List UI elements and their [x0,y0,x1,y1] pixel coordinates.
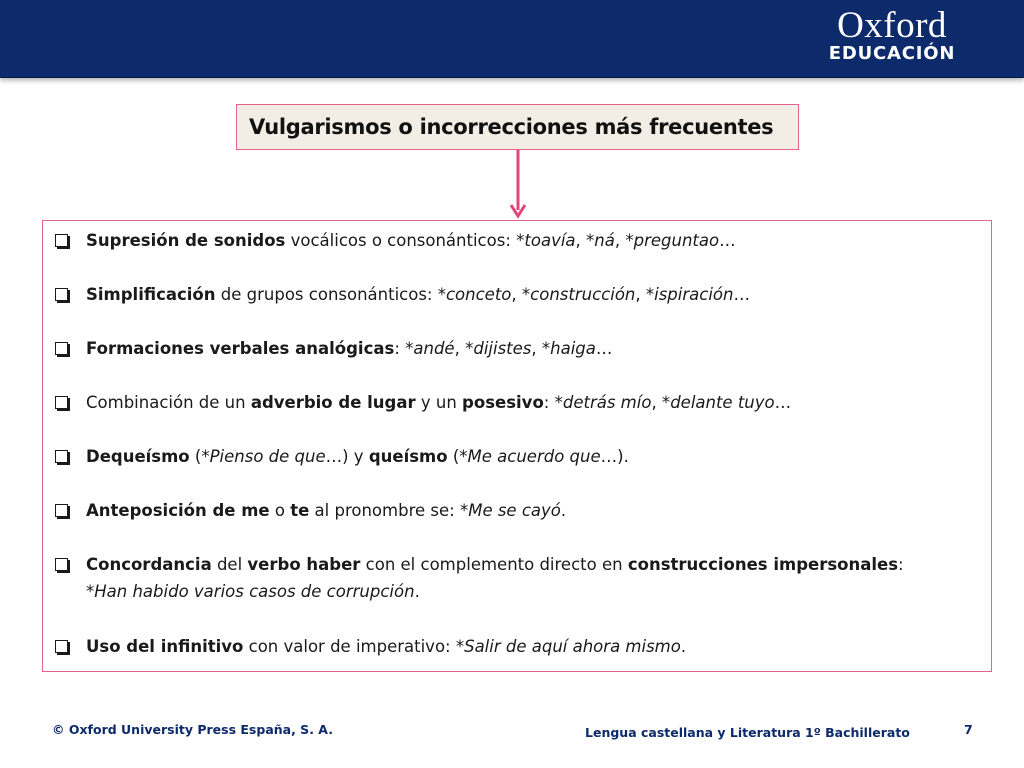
footer-copyright: © Oxford University Press España, S. A. [52,722,333,737]
logo-name: Oxford [837,5,947,46]
list-item-text: Supresión de sonidos vocálicos o consonánticos: *toavía, *ná, *preguntao… [86,231,736,250]
checkbox-bullet-icon [55,450,68,463]
checkbox-bullet-icon [55,342,68,355]
list-item-text: Concordancia del verbo haber con el complemento directo en construcciones impersonales: *Han habido varios casos de corrupción. [86,555,904,601]
page-number: 7 [964,722,973,737]
checkbox-bullet-icon [55,640,68,653]
checkbox-bullet-icon [55,234,68,247]
checkbox-bullet-icon [55,396,68,409]
list-item [53,227,983,254]
list-item [53,389,983,416]
checkbox-bullet-icon [55,288,68,301]
list-item [53,281,983,308]
header-bar [0,0,1024,78]
down-arrow-icon [506,150,530,222]
list-item [53,551,983,605]
list-item-text: Uso del infinitivo con valor de imperativo: *Salir de aquí ahora mismo. [86,637,687,656]
footer-course: Lengua castellana y Literatura 1º Bachillerato [585,725,910,740]
list-item-text: Simplificación de grupos consonánticos: *conceto, *construcción, *ispiración… [86,285,750,304]
checkbox-bullet-icon [55,504,68,517]
list-item-text: Combinación de un adverbio de lugar y un posesivo: *detrás mío, *delante tuyo… [86,393,792,412]
list-item [53,633,983,660]
slide-title: Vulgarismos o incorrecciones más frecuentes [249,115,774,139]
list-item [53,443,983,470]
list-item-text: Anteposición de me o te al pronombre se: *Me se cayó. [86,501,567,520]
title-box [236,104,799,150]
list-item-text: Dequeísmo (*Pienso de que…) y queísmo (*Me acuerdo que…). [86,447,629,466]
list-item-text: Formaciones verbales analógicas: *andé, *dijistes, *haiga… [86,339,613,358]
checkbox-bullet-icon [55,558,68,571]
content-box [42,220,992,672]
oxford-logo [812,6,972,64]
list-item [53,335,983,362]
logo-subtitle: EDUCACIÓN [828,43,956,64]
list-item [53,497,983,524]
